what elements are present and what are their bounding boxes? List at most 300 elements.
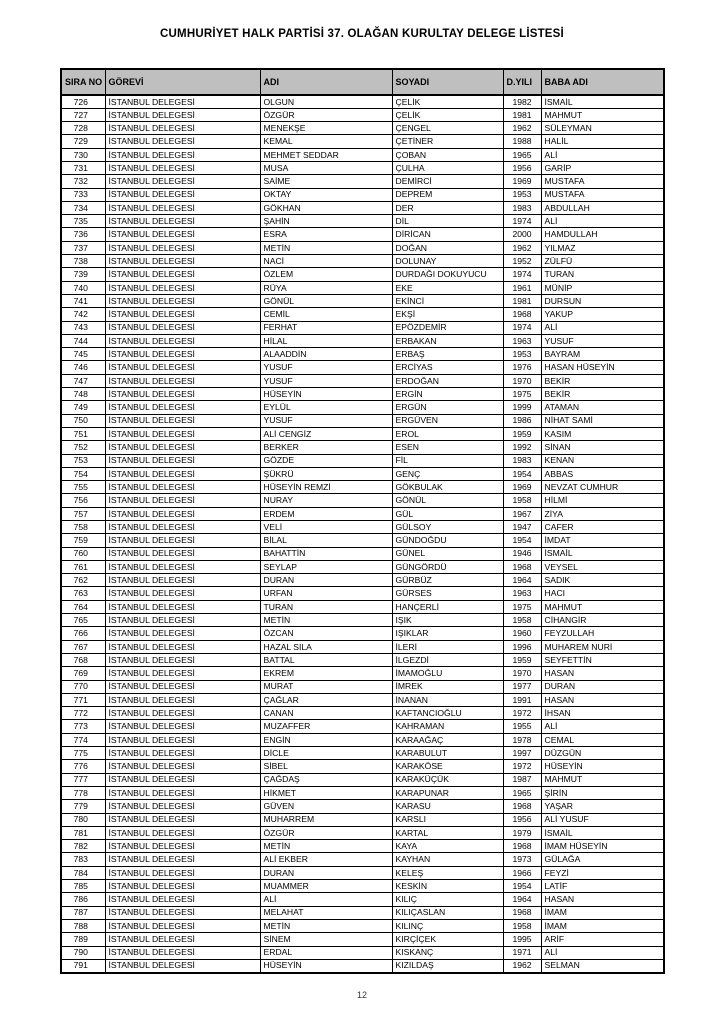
- cell-baba-adi: HASAN: [541, 693, 664, 706]
- page-number: 12: [356, 990, 367, 1000]
- cell-soyadi: İNANAN: [392, 693, 503, 706]
- cell-sira-no: 736: [61, 228, 105, 241]
- cell-gorevi: İSTANBUL DELEGESİ: [105, 334, 260, 347]
- cell-adi: HÜSEYİN: [260, 388, 392, 401]
- cell-gorevi: İSTANBUL DELEGESİ: [105, 880, 260, 893]
- cell-baba-adi: YAKUP: [541, 308, 664, 321]
- cell-soyadi: KILIÇ: [392, 893, 503, 906]
- cell-dyili: 1954: [503, 534, 541, 547]
- cell-gorevi: İSTANBUL DELEGESİ: [105, 228, 260, 241]
- cell-adi: FERHAT: [260, 321, 392, 334]
- cell-adi: HÜSEYİN REMZİ: [260, 481, 392, 494]
- cell-gorevi: İSTANBUL DELEGESİ: [105, 946, 260, 959]
- cell-baba-adi: İMAM: [541, 906, 664, 919]
- table-row: [61, 853, 664, 866]
- cell-adi: ALAADDİN: [260, 348, 392, 361]
- cell-baba-adi: ALİ: [541, 946, 664, 959]
- table-row: [61, 919, 664, 932]
- cell-adi: HAZAL SILA: [260, 640, 392, 653]
- cell-sira-no: 730: [61, 148, 105, 161]
- cell-adi: KEMAL: [260, 135, 392, 148]
- cell-soyadi: KARSLI: [392, 813, 503, 826]
- cell-soyadi: EKŞİ: [392, 308, 503, 321]
- cell-gorevi: İSTANBUL DELEGESİ: [105, 853, 260, 866]
- cell-gorevi: İSTANBUL DELEGESİ: [105, 188, 260, 201]
- cell-soyadi: KILINÇ: [392, 919, 503, 932]
- column-header-adi: ADI: [260, 69, 392, 95]
- cell-baba-adi: HASAN: [541, 667, 664, 680]
- cell-baba-adi: HAMDULLAH: [541, 228, 664, 241]
- cell-baba-adi: İSMAİL: [541, 95, 664, 108]
- cell-gorevi: İSTANBUL DELEGESİ: [105, 521, 260, 534]
- cell-baba-adi: ARİF: [541, 933, 664, 946]
- table-row: [61, 161, 664, 174]
- cell-gorevi: İSTANBUL DELEGESİ: [105, 866, 260, 879]
- cell-gorevi: İSTANBUL DELEGESİ: [105, 747, 260, 760]
- cell-baba-adi: ABBAS: [541, 467, 664, 480]
- table-row: [61, 906, 664, 919]
- column-header-dyili: D.YILI: [503, 69, 541, 95]
- cell-sira-no: 774: [61, 733, 105, 746]
- table-row: [61, 294, 664, 307]
- cell-gorevi: İSTANBUL DELEGESİ: [105, 148, 260, 161]
- cell-soyadi: KESKİN: [392, 880, 503, 893]
- cell-soyadi: ESEN: [392, 441, 503, 454]
- cell-adi: MELAHAT: [260, 906, 392, 919]
- cell-adi: ENGİN: [260, 733, 392, 746]
- cell-dyili: 1969: [503, 481, 541, 494]
- cell-baba-adi: MAHMUT: [541, 773, 664, 786]
- cell-gorevi: İSTANBUL DELEGESİ: [105, 733, 260, 746]
- cell-baba-adi: SELMAN: [541, 959, 664, 972]
- cell-baba-adi: GÜLAĞA: [541, 853, 664, 866]
- cell-gorevi: İSTANBUL DELEGESİ: [105, 281, 260, 294]
- cell-soyadi: EROL: [392, 427, 503, 440]
- cell-baba-adi: ŞİRİN: [541, 786, 664, 799]
- cell-soyadi: KARASU: [392, 800, 503, 813]
- cell-soyadi: ERBAŞ: [392, 348, 503, 361]
- cell-adi: ÇAĞDAŞ: [260, 773, 392, 786]
- table-row: [61, 534, 664, 547]
- cell-soyadi: GÜL: [392, 507, 503, 520]
- cell-gorevi: İSTANBUL DELEGESİ: [105, 653, 260, 666]
- cell-dyili: 1959: [503, 653, 541, 666]
- cell-gorevi: İSTANBUL DELEGESİ: [105, 414, 260, 427]
- cell-baba-adi: SEYFETTİN: [541, 653, 664, 666]
- cell-soyadi: ÇELİK: [392, 108, 503, 121]
- cell-adi: DİCLE: [260, 747, 392, 760]
- cell-dyili: 1999: [503, 401, 541, 414]
- cell-adi: METİN: [260, 919, 392, 932]
- cell-dyili: 1983: [503, 201, 541, 214]
- cell-sira-no: 789: [61, 933, 105, 946]
- cell-soyadi: ÇELİK: [392, 95, 503, 108]
- cell-adi: NURAY: [260, 494, 392, 507]
- cell-gorevi: İSTANBUL DELEGESİ: [105, 321, 260, 334]
- cell-gorevi: İSTANBUL DELEGESİ: [105, 587, 260, 600]
- cell-gorevi: İSTANBUL DELEGESİ: [105, 840, 260, 853]
- table-row: [61, 866, 664, 879]
- cell-adi: EYLÜL: [260, 401, 392, 414]
- cell-baba-adi: VEYSEL: [541, 560, 664, 573]
- table-row: [61, 614, 664, 627]
- cell-baba-adi: YAŞAR: [541, 800, 664, 813]
- cell-baba-adi: BEKİR: [541, 374, 664, 387]
- cell-gorevi: İSTANBUL DELEGESİ: [105, 294, 260, 307]
- cell-adi: CEMİL: [260, 308, 392, 321]
- cell-baba-adi: DURSUN: [541, 294, 664, 307]
- table-row: [61, 933, 664, 946]
- cell-baba-adi: ALİ: [541, 215, 664, 228]
- cell-baba-adi: BAYRAM: [541, 348, 664, 361]
- cell-dyili: 1987: [503, 773, 541, 786]
- cell-adi: MURAT: [260, 680, 392, 693]
- table-row: [61, 95, 664, 108]
- cell-sira-no: 746: [61, 361, 105, 374]
- cell-soyadi: ERCİYAS: [392, 361, 503, 374]
- cell-baba-adi: TURAN: [541, 268, 664, 281]
- cell-sira-no: 752: [61, 441, 105, 454]
- cell-sira-no: 726: [61, 95, 105, 108]
- cell-sira-no: 779: [61, 800, 105, 813]
- cell-baba-adi: İMAM: [541, 919, 664, 932]
- cell-sira-no: 751: [61, 427, 105, 440]
- cell-dyili: 1967: [503, 507, 541, 520]
- cell-gorevi: İSTANBUL DELEGESİ: [105, 574, 260, 587]
- cell-adi: EKREM: [260, 667, 392, 680]
- cell-soyadi: KIZILDAŞ: [392, 959, 503, 972]
- cell-sira-no: 778: [61, 786, 105, 799]
- cell-gorevi: İSTANBUL DELEGESİ: [105, 826, 260, 839]
- delegate-table-header-row: [61, 69, 664, 95]
- cell-sira-no: 790: [61, 946, 105, 959]
- cell-dyili: 1965: [503, 786, 541, 799]
- cell-adi: YUSUF: [260, 414, 392, 427]
- cell-baba-adi: GARİP: [541, 161, 664, 174]
- cell-baba-adi: KENAN: [541, 454, 664, 467]
- cell-soyadi: DER: [392, 201, 503, 214]
- cell-gorevi: İSTANBUL DELEGESİ: [105, 893, 260, 906]
- cell-gorevi: İSTANBUL DELEGESİ: [105, 374, 260, 387]
- cell-gorevi: İSTANBUL DELEGESİ: [105, 640, 260, 653]
- cell-soyadi: DEPREM: [392, 188, 503, 201]
- cell-sira-no: 734: [61, 201, 105, 214]
- table-row: [61, 334, 664, 347]
- cell-baba-adi: NİHAT SAMİ: [541, 414, 664, 427]
- cell-adi: METİN: [260, 840, 392, 853]
- cell-baba-adi: MAHMUT: [541, 108, 664, 121]
- cell-soyadi: ÇENGEL: [392, 122, 503, 135]
- delegate-table: [60, 68, 665, 974]
- cell-gorevi: İSTANBUL DELEGESİ: [105, 667, 260, 680]
- cell-soyadi: GÜNDOĞDU: [392, 534, 503, 547]
- cell-baba-adi: KASIM: [541, 427, 664, 440]
- cell-soyadi: GÜRSES: [392, 587, 503, 600]
- cell-dyili: 1961: [503, 281, 541, 294]
- cell-baba-adi: SÜLEYMAN: [541, 122, 664, 135]
- cell-dyili: 1979: [503, 826, 541, 839]
- cell-adi: ÖZCAN: [260, 627, 392, 640]
- table-row: [61, 786, 664, 799]
- cell-sira-no: 762: [61, 574, 105, 587]
- cell-dyili: 1962: [503, 122, 541, 135]
- page-title: CUMHURİYET HALK PARTİSİ 37. OLAĞAN KURULTAY DELEGE LİSTESİ: [160, 28, 564, 40]
- table-row: [61, 813, 664, 826]
- cell-dyili: 1956: [503, 813, 541, 826]
- cell-gorevi: İSTANBUL DELEGESİ: [105, 95, 260, 108]
- cell-dyili: 1976: [503, 361, 541, 374]
- cell-gorevi: İSTANBUL DELEGESİ: [105, 693, 260, 706]
- cell-soyadi: GÖNÜL: [392, 494, 503, 507]
- cell-soyadi: GÜRBÜZ: [392, 574, 503, 587]
- cell-soyadi: DOĞAN: [392, 241, 503, 254]
- cell-baba-adi: MUHAREM NURİ: [541, 640, 664, 653]
- cell-adi: ERDAL: [260, 946, 392, 959]
- table-row: [61, 507, 664, 520]
- cell-adi: ESRA: [260, 228, 392, 241]
- cell-soyadi: ERDOĞAN: [392, 374, 503, 387]
- table-row: [61, 467, 664, 480]
- cell-sira-no: 772: [61, 707, 105, 720]
- cell-soyadi: KAYA: [392, 840, 503, 853]
- cell-dyili: 1963: [503, 334, 541, 347]
- cell-baba-adi: DURAN: [541, 680, 664, 693]
- column-header-gorevi: GÖREVİ: [105, 69, 260, 95]
- cell-dyili: 1986: [503, 414, 541, 427]
- cell-gorevi: İSTANBUL DELEGESİ: [105, 720, 260, 733]
- cell-gorevi: İSTANBUL DELEGESİ: [105, 560, 260, 573]
- cell-adi: GÖNÜL: [260, 294, 392, 307]
- cell-adi: BERKER: [260, 441, 392, 454]
- cell-soyadi: ERGÜN: [392, 401, 503, 414]
- cell-gorevi: İSTANBUL DELEGESİ: [105, 108, 260, 121]
- cell-soyadi: KARAPUNAR: [392, 786, 503, 799]
- table-row: [61, 880, 664, 893]
- cell-adi: MUSA: [260, 161, 392, 174]
- cell-sira-no: 771: [61, 693, 105, 706]
- cell-adi: SİNEM: [260, 933, 392, 946]
- cell-sira-no: 731: [61, 161, 105, 174]
- cell-gorevi: İSTANBUL DELEGESİ: [105, 600, 260, 613]
- cell-sira-no: 787: [61, 906, 105, 919]
- cell-adi: URFAN: [260, 587, 392, 600]
- table-row: [61, 494, 664, 507]
- cell-soyadi: GÜNGÖRDÜ: [392, 560, 503, 573]
- cell-adi: HİKMET: [260, 786, 392, 799]
- cell-dyili: 1953: [503, 188, 541, 201]
- cell-gorevi: İSTANBUL DELEGESİ: [105, 268, 260, 281]
- cell-dyili: 1964: [503, 893, 541, 906]
- cell-dyili: 1946: [503, 547, 541, 560]
- table-row: [61, 707, 664, 720]
- table-row: [61, 560, 664, 573]
- cell-adi: METİN: [260, 614, 392, 627]
- cell-gorevi: İSTANBUL DELEGESİ: [105, 959, 260, 972]
- cell-sira-no: 750: [61, 414, 105, 427]
- cell-baba-adi: İMAM HÜSEYİN: [541, 840, 664, 853]
- cell-dyili: 1995: [503, 933, 541, 946]
- cell-soyadi: KILIÇASLAN: [392, 906, 503, 919]
- cell-soyadi: DOLUNAY: [392, 255, 503, 268]
- cell-sira-no: 747: [61, 374, 105, 387]
- cell-baba-adi: ALİ: [541, 720, 664, 733]
- cell-baba-adi: ZİYA: [541, 507, 664, 520]
- cell-dyili: 1968: [503, 840, 541, 853]
- cell-gorevi: İSTANBUL DELEGESİ: [105, 308, 260, 321]
- cell-sira-no: 765: [61, 614, 105, 627]
- cell-baba-adi: HİLMİ: [541, 494, 664, 507]
- cell-gorevi: İSTANBUL DELEGESİ: [105, 919, 260, 932]
- cell-sira-no: 777: [61, 773, 105, 786]
- cell-gorevi: İSTANBUL DELEGESİ: [105, 494, 260, 507]
- cell-adi: ALİ CENGİZ: [260, 427, 392, 440]
- cell-baba-adi: İHSAN: [541, 707, 664, 720]
- cell-baba-adi: CEMAL: [541, 733, 664, 746]
- table-row: [61, 135, 664, 148]
- cell-sira-no: 780: [61, 813, 105, 826]
- cell-adi: METİN: [260, 241, 392, 254]
- table-row: [61, 640, 664, 653]
- cell-dyili: 1975: [503, 600, 541, 613]
- column-header-baba-adi: BABA ADI: [541, 69, 664, 95]
- cell-dyili: 1964: [503, 574, 541, 587]
- cell-dyili: 1958: [503, 614, 541, 627]
- table-row: [61, 255, 664, 268]
- cell-gorevi: İSTANBUL DELEGESİ: [105, 241, 260, 254]
- cell-baba-adi: YUSUF: [541, 334, 664, 347]
- cell-soyadi: FİL: [392, 454, 503, 467]
- cell-sira-no: 729: [61, 135, 105, 148]
- cell-dyili: 1997: [503, 747, 541, 760]
- cell-baba-adi: YILMAZ: [541, 241, 664, 254]
- cell-adi: DURAN: [260, 866, 392, 879]
- cell-gorevi: İSTANBUL DELEGESİ: [105, 627, 260, 640]
- cell-sira-no: 760: [61, 547, 105, 560]
- cell-sira-no: 781: [61, 826, 105, 839]
- cell-soyadi: ÇULHA: [392, 161, 503, 174]
- cell-dyili: 1972: [503, 707, 541, 720]
- table-row: [61, 547, 664, 560]
- cell-adi: YUSUF: [260, 361, 392, 374]
- cell-gorevi: İSTANBUL DELEGESİ: [105, 534, 260, 547]
- cell-sira-no: 740: [61, 281, 105, 294]
- cell-baba-adi: SADIK: [541, 574, 664, 587]
- cell-baba-adi: İSMAİL: [541, 826, 664, 839]
- cell-soyadi: İLGEZDİ: [392, 653, 503, 666]
- table-row: [61, 521, 664, 534]
- cell-dyili: 1975: [503, 388, 541, 401]
- cell-sira-no: 748: [61, 388, 105, 401]
- cell-soyadi: GÖKBULAK: [392, 481, 503, 494]
- cell-dyili: 1960: [503, 627, 541, 640]
- cell-soyadi: IŞIKLAR: [392, 627, 503, 640]
- cell-soyadi: KARABULUT: [392, 747, 503, 760]
- cell-dyili: 1974: [503, 321, 541, 334]
- cell-dyili: 1969: [503, 175, 541, 188]
- cell-baba-adi: HACI: [541, 587, 664, 600]
- cell-dyili: 1978: [503, 733, 541, 746]
- cell-dyili: 1954: [503, 880, 541, 893]
- cell-adi: ŞÜKRÜ: [260, 467, 392, 480]
- cell-sira-no: 749: [61, 401, 105, 414]
- cell-dyili: 1952: [503, 255, 541, 268]
- cell-soyadi: EKİNCİ: [392, 294, 503, 307]
- cell-sira-no: 732: [61, 175, 105, 188]
- table-row: [61, 959, 664, 972]
- table-row: [61, 175, 664, 188]
- cell-sira-no: 737: [61, 241, 105, 254]
- cell-soyadi: ERGİN: [392, 388, 503, 401]
- cell-gorevi: İSTANBUL DELEGESİ: [105, 255, 260, 268]
- cell-baba-adi: MUSTAFA: [541, 175, 664, 188]
- cell-gorevi: İSTANBUL DELEGESİ: [105, 481, 260, 494]
- cell-gorevi: İSTANBUL DELEGESİ: [105, 161, 260, 174]
- cell-gorevi: İSTANBUL DELEGESİ: [105, 441, 260, 454]
- table-row: [61, 361, 664, 374]
- cell-gorevi: İSTANBUL DELEGESİ: [105, 813, 260, 826]
- cell-soyadi: GÜNEL: [392, 547, 503, 560]
- table-row: [61, 401, 664, 414]
- cell-soyadi: KARAKÖSE: [392, 760, 503, 773]
- cell-baba-adi: HASAN: [541, 893, 664, 906]
- cell-sira-no: 761: [61, 560, 105, 573]
- cell-adi: SİBEL: [260, 760, 392, 773]
- cell-dyili: 1958: [503, 919, 541, 932]
- cell-dyili: 1968: [503, 308, 541, 321]
- table-row: [61, 281, 664, 294]
- cell-adi: ALİ: [260, 893, 392, 906]
- table-row: [61, 201, 664, 214]
- cell-sira-no: 735: [61, 215, 105, 228]
- cell-dyili: 1954: [503, 467, 541, 480]
- cell-sira-no: 763: [61, 587, 105, 600]
- cell-adi: OLGUN: [260, 95, 392, 108]
- table-row: [61, 388, 664, 401]
- cell-gorevi: İSTANBUL DELEGESİ: [105, 348, 260, 361]
- table-row: [61, 693, 664, 706]
- cell-sira-no: 764: [61, 600, 105, 613]
- cell-dyili: 1991: [503, 693, 541, 706]
- cell-dyili: 1996: [503, 640, 541, 653]
- cell-gorevi: İSTANBUL DELEGESİ: [105, 786, 260, 799]
- cell-dyili: 1956: [503, 161, 541, 174]
- cell-sira-no: 728: [61, 122, 105, 135]
- cell-dyili: 1962: [503, 241, 541, 254]
- cell-sira-no: 745: [61, 348, 105, 361]
- table-row: [61, 680, 664, 693]
- cell-sira-no: 757: [61, 507, 105, 520]
- cell-adi: VELİ: [260, 521, 392, 534]
- cell-sira-no: 759: [61, 534, 105, 547]
- cell-dyili: 1953: [503, 348, 541, 361]
- cell-adi: BAHATTİN: [260, 547, 392, 560]
- cell-adi: MUAMMER: [260, 880, 392, 893]
- cell-gorevi: İSTANBUL DELEGESİ: [105, 547, 260, 560]
- cell-soyadi: DİL: [392, 215, 503, 228]
- table-row: [61, 148, 664, 161]
- table-row: [61, 188, 664, 201]
- cell-adi: YUSUF: [260, 374, 392, 387]
- cell-soyadi: İLERİ: [392, 640, 503, 653]
- table-row: [61, 308, 664, 321]
- cell-soyadi: GÜLSOY: [392, 521, 503, 534]
- table-row: [61, 733, 664, 746]
- cell-soyadi: KARAAĞAÇ: [392, 733, 503, 746]
- cell-baba-adi: İSMAİL: [541, 547, 664, 560]
- cell-adi: DURAN: [260, 574, 392, 587]
- table-row: [61, 667, 664, 680]
- table-row: [61, 773, 664, 786]
